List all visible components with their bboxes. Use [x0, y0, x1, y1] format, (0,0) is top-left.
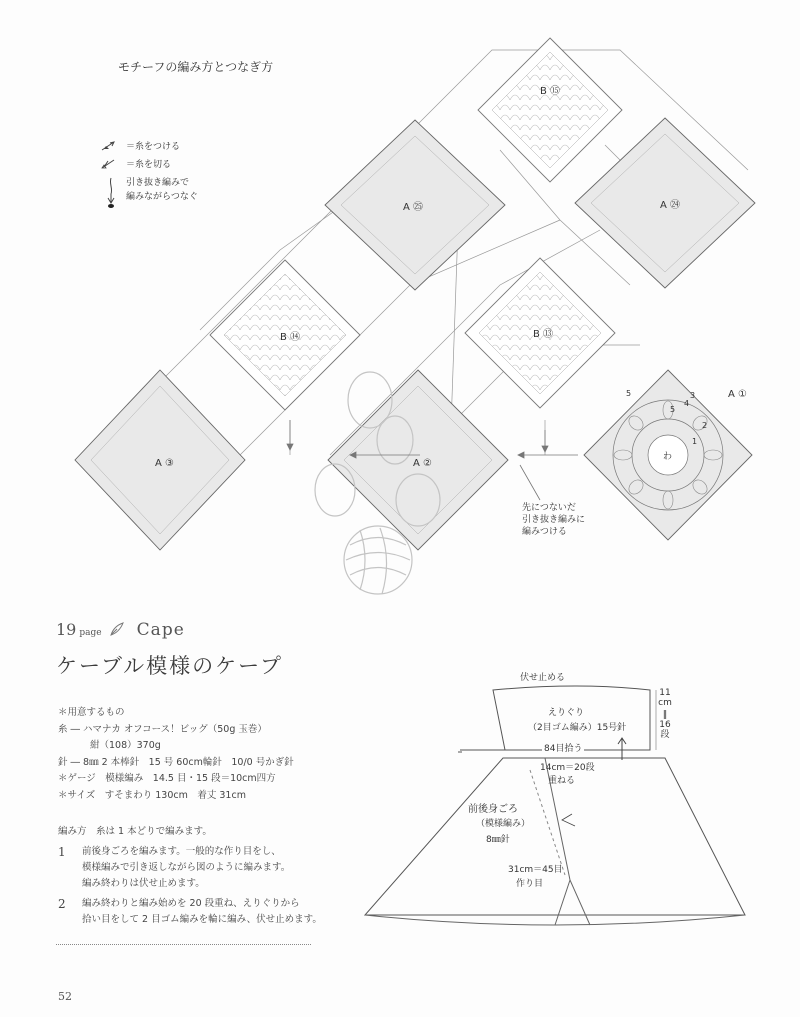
collar-label: えりぐり: [548, 708, 585, 718]
join-note: 先につないだ 引き抜き編みに 編みつける: [522, 503, 586, 537]
needle-spec: 針 ― 8㎜ 2 本棒針 15 号 60cm輪針 10/0 号かぎ針: [58, 756, 294, 768]
motif-label-b14: B ⑭: [280, 332, 301, 343]
round-number: 4: [684, 399, 690, 408]
japanese-title: ケーブル模様のケープ: [56, 654, 284, 678]
round-number: 3: [690, 391, 696, 400]
instruction-step: 1 前後身ごろを編みます。一般的な作り目をし、 模様編みで引き返しながら図のように編みます。 編み終わりは伏せ止めます。: [58, 845, 291, 889]
cast-on-label: 31cm＝45目: [508, 865, 563, 875]
english-title: Cape: [136, 620, 185, 640]
cast-on-label-2: 作り目: [516, 879, 544, 889]
motif-label-a25: A ㉕: [403, 202, 424, 213]
round-number: 5: [670, 405, 676, 414]
body-label: 前後身ごろ: [468, 804, 518, 815]
direction-arrow-icon: [562, 814, 575, 826]
page-ref-suffix: page: [79, 628, 102, 638]
overlap-label-2: 重ねる: [548, 776, 576, 786]
round-number: 2: [702, 421, 708, 430]
motif-label-b13: B ⑬: [533, 329, 554, 340]
motif-label-a2: A ②: [413, 458, 432, 469]
diagram-title: モチーフの編み方とつなぎ方: [118, 60, 274, 74]
body-needle-label: 8㎜針: [486, 835, 510, 845]
yarn-spec: 糸 ― ハマナカ オフコース！ビッグ（50g 玉巻）: [58, 723, 267, 735]
materials-heading: ＊用意するもの: [58, 707, 125, 718]
collar-height: 11 cm ‖ 16 段: [658, 688, 672, 740]
motif-label-b15: B ⑮: [540, 86, 561, 97]
ring-center-label: わ: [663, 452, 673, 462]
round-number: 1: [692, 437, 698, 446]
collar-stitch-label: （2目ゴム編み）15号針: [528, 723, 627, 733]
body-stitch-label: （模様編み）: [476, 819, 531, 829]
legend-attach: ＝糸をつける: [100, 140, 198, 154]
yarn-color: 紺（108）370g: [90, 740, 161, 751]
motif-label-a3: A ③: [155, 458, 174, 469]
bindoff-label: 伏せ止める: [520, 673, 566, 683]
motif-label-a1: A ①: [728, 389, 747, 400]
gauge-spec: ＊ゲージ 模様編み 14.5 目・15 段＝10cm四方: [58, 773, 276, 784]
page-number: 52: [58, 990, 72, 1003]
motif-label-a24: A ㉔: [660, 200, 681, 211]
size-spec: ＊サイズ すそまわり 130cm 着丈 31cm: [58, 789, 246, 801]
pickup-arrow-icon: [618, 738, 626, 760]
instructions-heading: 編み方 糸は 1 本どりで編みます。: [58, 826, 212, 837]
pickup-label: 84目拾う: [542, 741, 584, 754]
legend-join: 引き抜き編みで 編みながらつなぐ: [100, 176, 198, 210]
page-ref-number: 19: [56, 620, 77, 639]
legend-cut: ＝糸を切る: [100, 158, 198, 172]
overlap-label: 14cm＝20段: [540, 763, 595, 773]
round-number: 5: [626, 389, 632, 398]
instruction-step: 2 編み終わりと編み始めを 20 段重ね、えりぐりから 拾い目をして 2 目ゴム編みを輪に編み、伏せ止めます。: [58, 897, 322, 925]
